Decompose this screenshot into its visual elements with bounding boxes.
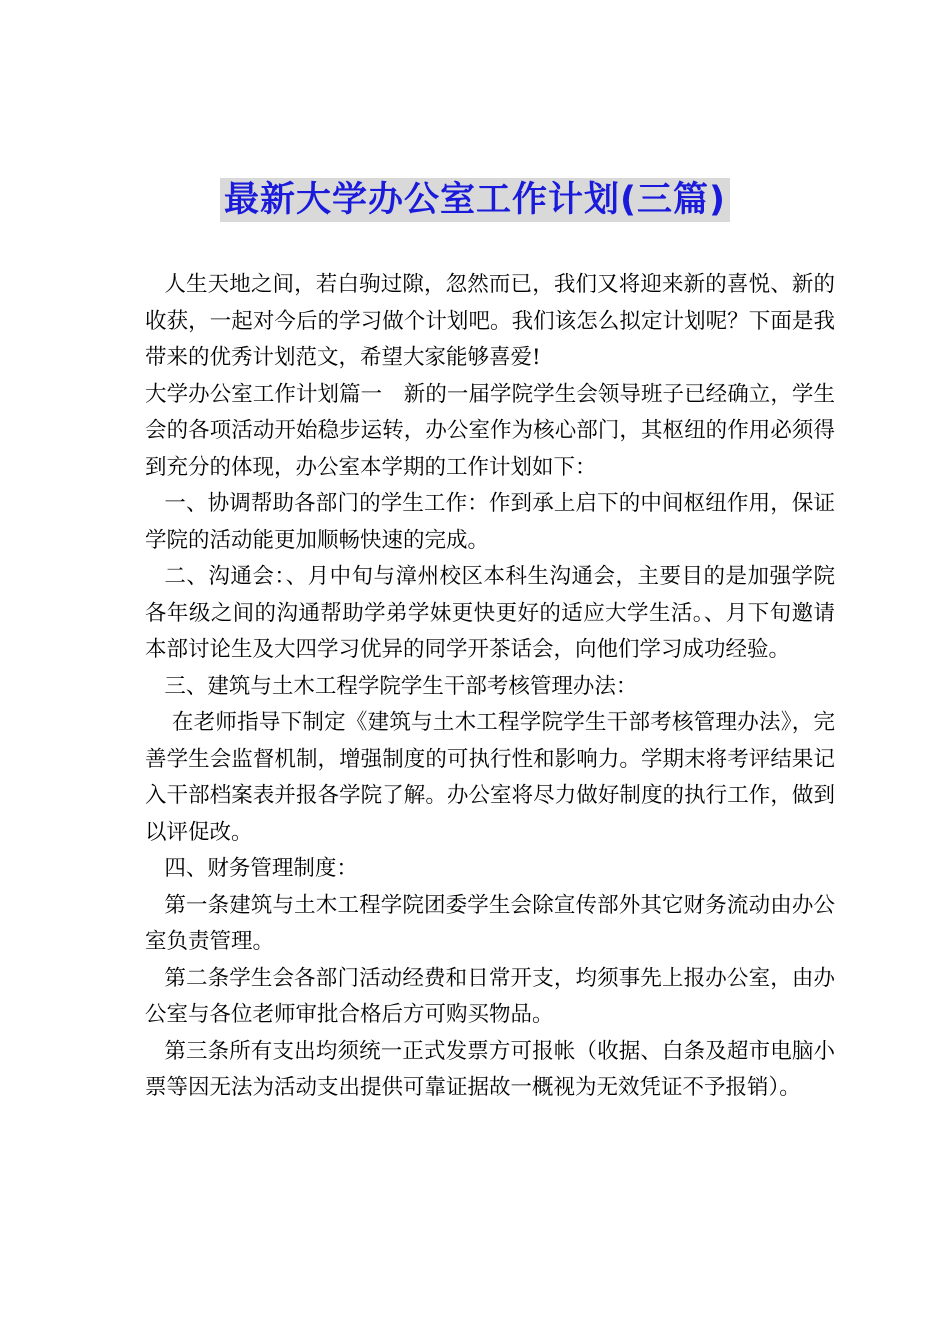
document-body	[145, 267, 835, 1107]
item-one-paragraph: 一、协调帮助各部门的学生工作：作到承上启下的中间枢纽作用，保证学院的活动能更加顺畅快速的完成。	[145, 491, 835, 553]
section-one-intro-paragraph: 大学办公室工作计划篇一 新的一届学院学生会领导班子已经确立，学生会的各项活动开始稳步运转，办公室作为核心部门，其枢纽的作用必须得到充分的体现，办公室本学期的工作计划如下：	[145, 381, 835, 480]
article-two-paragraph: 第二条学生会各部门活动经费和日常开支，均须事先上报办公室，由办公室与各位老师审批合格后方可购买物品。	[145, 965, 835, 1027]
item-three-heading: 三、建筑与土木工程学院学生干部考核管理办法：	[164, 673, 638, 699]
item-four-heading: 四、财务管理制度：	[164, 856, 358, 881]
article-three-paragraph: 第三条所有支出均须统一正式发票方可报帐（收据、白条及超市电脑小票等因无法为活动支出提供可靠证据故一概视为无效凭证不予报销）。	[145, 1038, 835, 1100]
document-title: 最新大学办公室工作计划(三篇)	[220, 178, 730, 222]
article-one-paragraph: 第一条建筑与土木工程学院团委学生会除宣传部外其它财务流动由办公室负责管理。	[145, 892, 835, 954]
item-three-body: 在老师指导下制定《建筑与土木工程学院学生干部考核管理办法》，完善学生会监督机制，增强制度的可执行性和影响力。学期末将考评结果记入干部档案表并报各学院了解。办公室将尽力做好制度的执行工作，做到以评促改。	[145, 710, 835, 845]
title-container	[0, 178, 950, 222]
intro-paragraph: 人生天地之间，若白驹过隙，忽然而已，我们又将迎来新的喜悦、新的收获，一起对今后的学习做个计划吧。我们该怎么拟定计划呢？下面是我带来的优秀计划范文，希望大家能够喜爱!	[145, 272, 835, 370]
item-two-paragraph: 二、沟通会：、月中旬与漳州校区本科生沟通会，主要目的是加强学院各年级之间的沟通帮助学弟学妹更快更好的适应大学生活。、月下旬邀请本部讨论生及大四学习优异的同学开茶话会，向他们学习成功经验。	[145, 564, 835, 662]
